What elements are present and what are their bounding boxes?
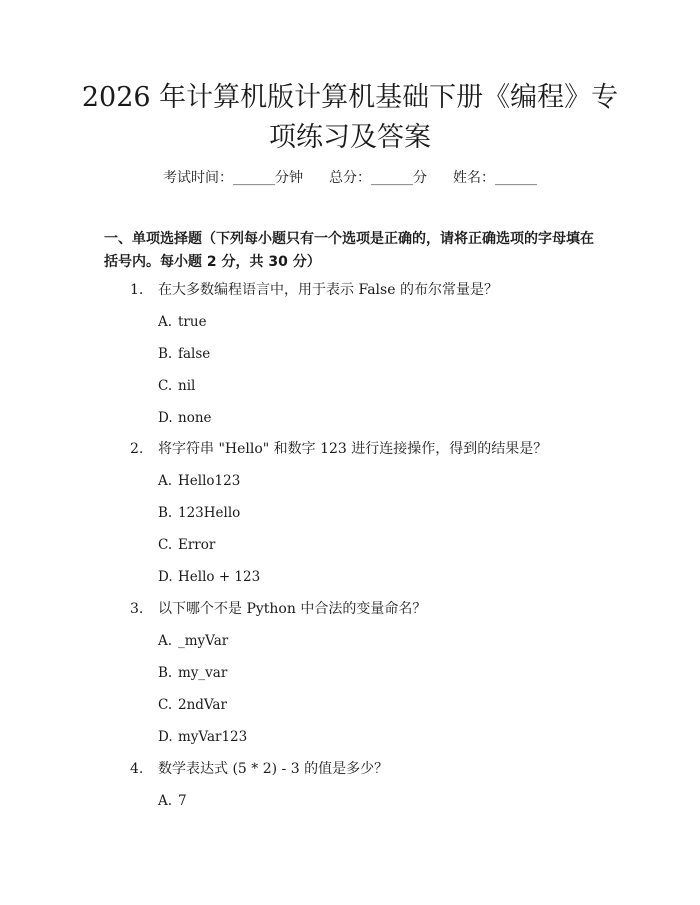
option-text: Hello + 123 [178,569,261,585]
option-letter: C. [158,378,173,394]
exam-info [0,167,700,189]
student-name: 姓名：______ [453,170,537,186]
option-4a [158,790,187,812]
section-heading: 一、单项选择题（下列每小题只有一个选项是正确的，请将正确选项的字母填在括号内。每小题 2 分，共 30 分） [104,231,594,270]
question-text: 在大多数编程语言中，用于表示 False 的布尔常量是？ [158,282,498,298]
option-text: Hello123 [178,473,241,489]
question-1 [130,279,498,301]
option-letter: A. [158,314,173,330]
question-3 [130,598,426,620]
option-letter: D. [158,569,173,585]
option-letter: C. [158,537,173,553]
option-2b [158,502,240,524]
option-text: true [178,314,207,330]
question-number: 3. [130,601,144,617]
option-letter: C. [158,697,173,713]
question-4 [130,758,388,780]
option-text: 7 [178,793,187,809]
option-2d [158,566,260,588]
option-text: Error [178,537,216,553]
exam-time: 考试时间：______分钟 [163,170,303,186]
option-2c [158,534,215,556]
question-text: 数学表达式 (5 * 2) - 3 的值是多少？ [158,761,389,777]
option-3d [158,726,247,748]
option-1c [158,375,195,397]
option-1a [158,311,207,333]
option-letter: A. [158,473,173,489]
option-letter: B. [158,346,173,362]
option-3a [158,630,228,652]
option-text: 123Hello [178,505,241,521]
question-2 [130,438,547,460]
title-line-1: 2026 年计算机版计算机基础下册《编程》专 [81,82,619,113]
option-1b [158,343,210,365]
option-letter: D. [158,410,173,426]
question-text: 将字符串 "Hello" 和数字 123 进行连接操作，得到的结果是？ [158,441,548,457]
option-text: my_var [178,665,228,681]
document-title [60,78,640,158]
option-1d [158,407,212,429]
option-text: _myVar [178,633,229,649]
option-2a [158,470,240,492]
question-text: 以下哪个不是 Python 中合法的变量命名？ [158,601,427,617]
option-text: nil [178,378,196,394]
option-letter: B. [158,505,173,521]
total-score: 总分：______分 [329,170,427,186]
option-text: none [178,410,212,426]
question-number: 4. [130,761,144,777]
option-text: false [178,346,211,362]
question-number: 2. [130,441,144,457]
option-3c [158,694,227,716]
option-text: 2ndVar [178,697,227,713]
option-letter: D. [158,729,173,745]
option-text: myVar123 [178,729,248,745]
title-line-2: 项练习及答案 [269,122,431,153]
option-3b [158,662,227,684]
option-letter: B. [158,665,173,681]
option-letter: A. [158,793,173,809]
option-letter: A. [158,633,173,649]
question-number: 1. [130,282,144,298]
